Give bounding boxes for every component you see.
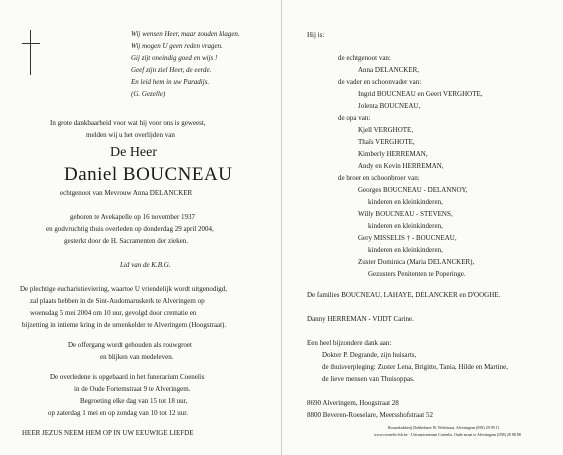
family-role: de broer en schoonbroer van:: [338, 174, 420, 182]
printer-line: www.coenelis-fsb.be - Uitvaartcentrum Coenelis, Oude straat te Alveringem (058) 28 88 88: [374, 432, 521, 437]
companion-line: Danny HERREMAN - VIJDT Carine.: [307, 315, 414, 323]
poem-line: Wij wensen Heer, maar zouden klagen.: [131, 30, 240, 38]
spouse-line: echtgenoot van Mevrouw Anna DELANCKER: [60, 189, 193, 197]
offering-line: en blijken van medeleven.: [100, 353, 174, 361]
family-member: Kjell VERGHOTE,: [358, 126, 414, 134]
offering-line: De offergang wordt gehouden als rouwgroet: [68, 341, 192, 349]
family-member: Gezusters Penitenten te Poperinge.: [368, 270, 466, 278]
family-descendants: kinderen en kleinkinderen,: [368, 222, 443, 230]
poem-line: Geef zijn ziel Heer, de eerde.: [131, 66, 212, 74]
birth-line: geboren te Avekapelle op 16 november 1937: [70, 213, 196, 221]
death-line: en godvruchtig thuis overleden op donderdag 29 april 2004,: [46, 225, 214, 233]
family-role: de opa van:: [338, 114, 371, 122]
closing-line: HEER JEZUS NEEM HEM OP IN UW EEUWIGE LIEFDE: [22, 429, 194, 437]
family-member: Willy BOUCNEAU - STEVENS,: [358, 210, 453, 218]
family-role: de vader en schoonvader van:: [338, 78, 422, 86]
family-descendants: kinderen en kleinkinderen,: [368, 198, 443, 206]
family-member: Georges BOUCNEAU - DELANNOY,: [358, 186, 468, 194]
poem-line: Wij mogen U geen reden vragen.: [131, 42, 223, 50]
family-member: Zuster Dominica (Maria DELANCKER),: [358, 258, 475, 266]
family-member: Jolenta BOUCNEAU,: [358, 102, 421, 110]
poem-line: En leid hem in uw Paradijs.: [131, 78, 210, 86]
intro-line: In grote dankbaarheid voor wat hij voor ons is geweest,: [50, 119, 206, 127]
thanks-line: Dokter P. Degrande, zijn huisarts,: [322, 351, 417, 359]
membership: Lid van de K.B.G.: [120, 261, 171, 269]
ceremony-line: bijzetting in intieme kring in de urnenkelder te Alveringem (Hoogstraat).: [22, 321, 227, 329]
families-line: De families BOUCNEAU, LAHAYE, DELANCKER en D'OOGHE.: [307, 291, 501, 299]
thanks-line: de lieve mensen van Thuisoppas.: [322, 375, 415, 383]
printer-line: Rouwdrukkerij Dobbelaere W. Wielstraat, Alveringem (058) 29 99 11: [388, 425, 500, 430]
family-member: Thaïs VERGHOTE,: [358, 138, 415, 146]
funeral-home-line: op zaterdag 1 mei en op zondag van 10 tot 12 uur.: [48, 409, 188, 417]
deceased-name: Daniel BOUCNEAU: [64, 164, 233, 185]
funeral-home-line: De overledene is opgebaard in het funerarium Coenelis: [50, 373, 205, 381]
intro-line: melden wij u het overlijden van: [86, 131, 175, 139]
address-line: 8690 Alveringem, Hoogstraat 28: [307, 399, 399, 407]
funeral-home-line: in de Oude Fortemstraat 9 te Alveringem.: [74, 385, 191, 393]
thanks-line: de thuisverpleging: Zuster Lena, Brigitte, Tania, Hilde en Martine,: [322, 363, 508, 371]
card-fold-line: [281, 0, 282, 455]
honorific: De Heer: [110, 145, 158, 160]
address-line: 8800 Beveren-Roeselare, Meersshofstraat 52: [307, 411, 433, 419]
family-member: Ingrid BOUCNEAU en Geert VERGHOTE,: [358, 90, 483, 98]
ceremony-line: zal plaats hebben in de Sint-Audomaruskerk te Alveringem op: [30, 297, 205, 305]
family-member: Gery MISSELIS † - BOUCNEAU,: [358, 234, 457, 242]
funeral-home-line: Begroeting elke dag van 15 tot 18 uur,: [80, 397, 188, 405]
poem-line: Gij zijt oneindig goed en wijs !: [131, 54, 218, 62]
ceremony-line: De plechtige eucharistieviering, waartoe U vriendelijk wordt uitgenodigd,: [20, 285, 228, 293]
family-member: Anna DELANCKER,: [358, 66, 420, 74]
family-member: Kimberly HERREMAN,: [358, 150, 428, 158]
right-header: Hij is:: [307, 31, 325, 39]
family-member: Andy en Kevin HERREMAN,: [358, 162, 444, 170]
cross-icon: [22, 30, 40, 75]
thanks-line: Een heel bijzondere dank aan:: [307, 339, 392, 347]
sacraments-line: gesterkt door de H. Sacramenten der zieken.: [64, 237, 189, 245]
family-role: de echtgenoot van:: [338, 54, 391, 62]
family-descendants: kinderen en kleinkinderen,: [368, 246, 443, 254]
ceremony-line: woensdag 5 mei 2004 om 10 uur, gevolgd door crematie en: [30, 309, 197, 317]
poem-author: (G. Gezelle): [131, 90, 166, 98]
